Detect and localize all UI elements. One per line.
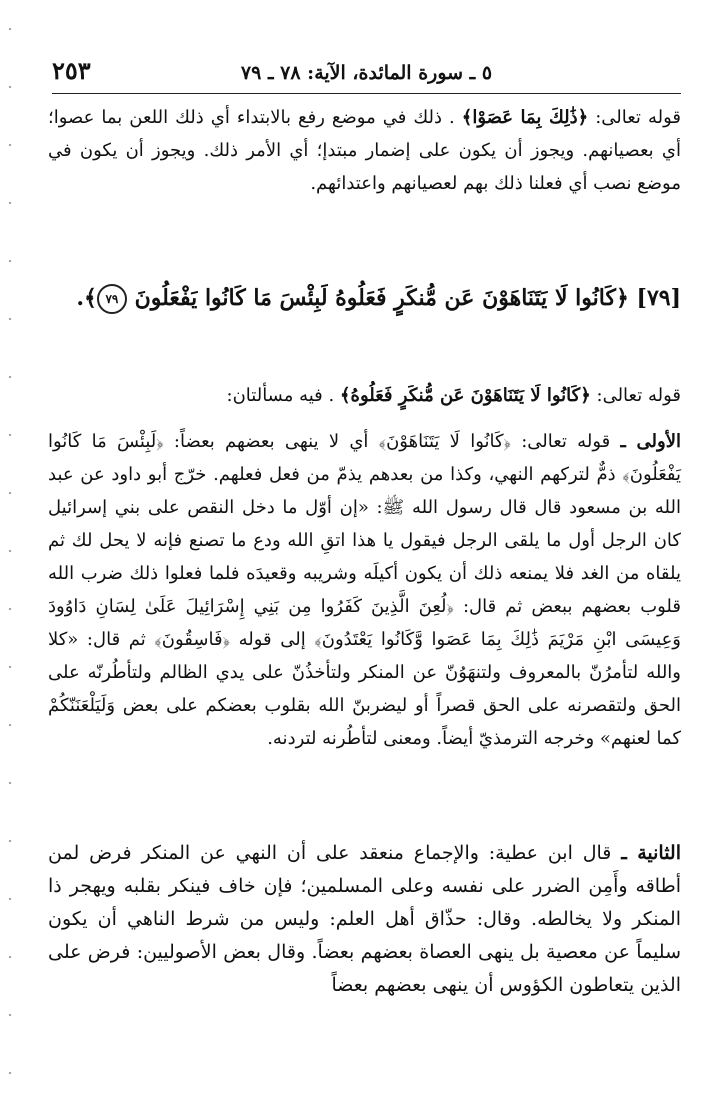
intro-lead: قوله تعالى: <box>595 107 681 128</box>
scan-edge-dots <box>8 0 12 1099</box>
running-title: ٥ ـ سورة المائدة، الآية: ٧٨ ـ ٧٩ <box>240 62 493 84</box>
ayah-marker: ٧٩ <box>97 284 127 314</box>
intro2-text: . فيه مسألتان: <box>226 385 335 406</box>
page-number: ٢٥٣ <box>52 56 91 85</box>
issue-first <box>48 425 681 755</box>
verse-text: ﴿كَانُوا لَا يَتَنَاهَوْنَ عَن مُّنكَرٍ فَعَلُوهُ لَبِئْسَ مَا كَانُوا يَفْعَلُونَ <box>134 285 629 311</box>
issue-second-text: قال ابن عطية: والإجماع منعقد على أن النهي عن المنكر فرض لمن أطاقه وأَمِن الضرر على نفسه وعلى المسلمين؛ فإن خاف فينكر بقلبه ويهجر ذا المنكر ولا يخالطه. وقال: حذّاق أهل العلم: وليس من شرط الناهي أن يكون سليماً عن معصية بل ينهى العصاة بعضهم بعضاً. وقال بعض الأصوليين: فرض على الذين يتعاطون الكؤوس أن ينهى بعضهم بعضاً <box>48 842 681 996</box>
verse-heading <box>48 277 681 319</box>
intro-text: . ذلك في موضع رفع بالابتداء أي ذلك اللعن بما عصوا؛ أي بعصيانهم. ويجوز أن يكون على إضمار مبتدإ؛ أي الأمر ذلك. ويجوز أن يكون في موضع نصب أي فعلنا ذلك بهم لعصيانهم واعتدائهم. <box>48 107 681 194</box>
issue-second <box>48 837 681 1002</box>
commentary-intro <box>48 379 681 412</box>
issue-first-text: قوله تعالى: ﴿كَانُوا لَا يَتَنَاهَوْنَ﴾ أي لا ينهى بعضهم بعضاً: ﴿لَبِئْسَ مَا كَانُوا يَفْعَلُونَ﴾ ذمٌّ لتركهم النهي، وكذا من بعدهم يذمّ من فعل فعلهم. خرّج أبو داود عن عبد الله بن مسعود قال قال رسول الله ﷺ: «إن أوّل ما دخل النقص على بني إسرائيل كان الرجل أول ما يلقى الرجل فيقول يا هذا اتقِ الله ودع ما تصنع فإنه لا يحل لك ثم يلقاه من الغد فلا يمنعه ذلك أن يكون أكيلَه وشريبه وقعيدَه فلما فعلوا ذلك ضرب الله قلوب بعضهم ببعض ثم قال: ﴿لُعِنَ الَّذِينَ كَفَرُوا مِن بَنِي إِسْرَائِيلَ عَلَىٰ لِسَانِ دَاوُودَ وَعِيسَى ابْنِ مَرْيَمَ ذَٰلِكَ بِمَا عَصَوا وَّكَانُوا يَعْتَدُونَ﴾ إلى قوله ﴿فَاسِقُونَ﴾ ثم قال: «كلا والله لتأمرُنّ بالمعروف ولتنهَوُنّ عن المنكر ولتأخذُنّ على يدي الظالم ولتأطُرنّه على الحق ولتقصرنه على الحق قصراً أو ليضربنّ الله بقلوب بعضكم على بعض وَلَيَلْعَنَنّكُمْ كما لعنهم» وخرجه الترمذيّ أيضاً. ومعنى لتأطُرنه لتردنه. <box>48 431 681 749</box>
issue-first-label: الأولى ـ <box>620 431 681 452</box>
page-header <box>52 56 681 90</box>
intro-paragraph <box>48 101 681 200</box>
quran-quote: ﴿ذَٰلِكَ بِمَا عَصَوْا﴾ <box>461 107 589 128</box>
verse-number: [٧٩] <box>636 285 681 311</box>
issue-second-label: الثانية ـ <box>621 842 681 864</box>
quran-quote-2: ﴿كَانُوا لَا يَتَنَاهَوْنَ عَن مُّنكَرٍ فَعَلُوهُ﴾ <box>339 385 591 406</box>
verse-close: ﴾. <box>76 285 97 311</box>
intro2-lead: قوله تعالى: <box>596 385 681 406</box>
header-divider <box>52 93 681 94</box>
commentary-block <box>48 379 681 755</box>
